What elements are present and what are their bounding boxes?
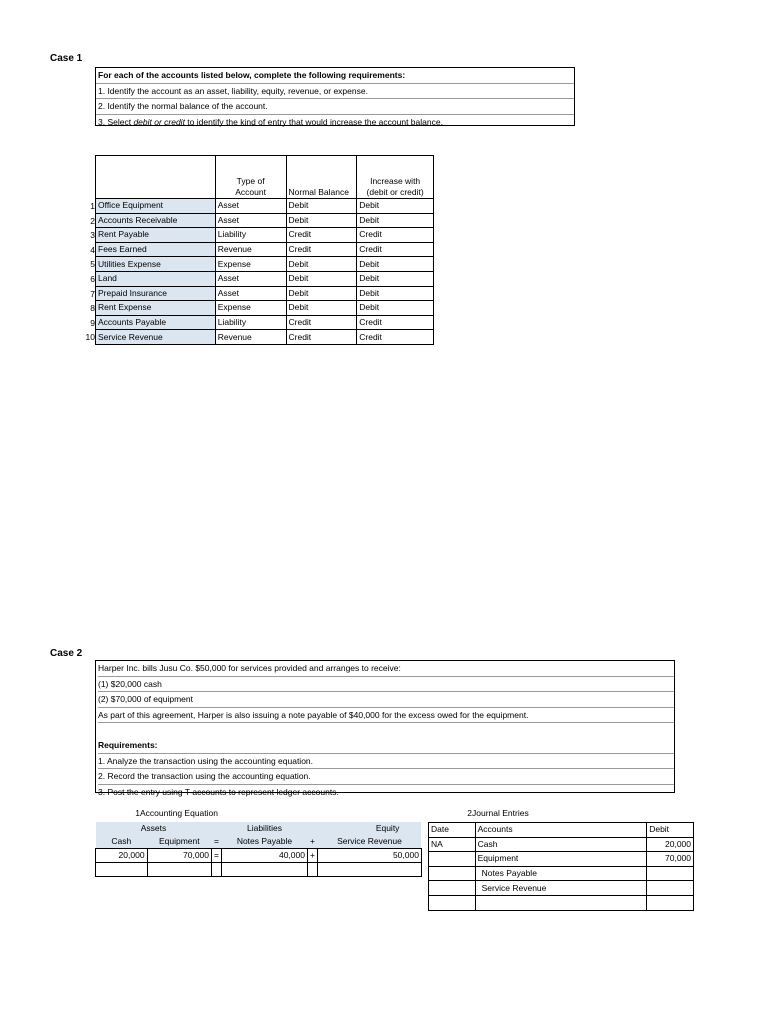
case1-instructions-box xyxy=(95,67,575,126)
row-number: 6 xyxy=(90,274,95,284)
normal-balance-cell: Debit xyxy=(286,199,357,214)
journal-date-cell xyxy=(429,895,476,910)
date-header: Date xyxy=(429,823,476,838)
table-row xyxy=(96,301,434,316)
account-type-cell: Revenue xyxy=(215,242,286,257)
account-type-cell: Asset xyxy=(215,271,286,286)
normal-balance-cell: Credit xyxy=(286,330,357,345)
empty-cell xyxy=(221,863,307,877)
journal-debit-cell: 70,000 xyxy=(647,852,694,867)
empty-cell xyxy=(147,863,211,877)
table-row xyxy=(96,286,434,301)
accounts-table xyxy=(95,155,434,345)
row-number: 8 xyxy=(90,303,95,314)
table-row xyxy=(96,315,434,330)
cash-header: Cash xyxy=(96,835,148,849)
case2-scenario-box xyxy=(95,660,675,797)
header-normal-balance: Normal Balance xyxy=(286,156,357,199)
account-type-cell: Liability xyxy=(215,228,286,243)
increase-with-cell: Credit xyxy=(357,315,434,330)
journal-account-cell xyxy=(475,895,647,910)
journal-date-cell xyxy=(429,852,476,867)
account-type-cell: Asset xyxy=(215,199,286,214)
journal-debit-cell xyxy=(647,866,694,881)
empty-cell xyxy=(212,863,222,877)
table-row xyxy=(96,242,434,257)
scenario-line-2: (1) $20,000 cash xyxy=(98,677,674,693)
journal-entries-table xyxy=(428,822,694,911)
notes-payable-value: 40,000 xyxy=(221,849,307,863)
equals-sign: = xyxy=(212,835,222,849)
increase-with-cell: Credit xyxy=(357,228,434,243)
row-number: 4 xyxy=(90,244,95,255)
account-type-cell: Expense xyxy=(215,257,286,272)
journal-row xyxy=(429,881,694,896)
account-type-cell: Asset xyxy=(215,286,286,301)
equipment-value: 70,000 xyxy=(147,849,211,863)
case1-instructions-heading: For each of the accounts listed below, complete the following requirements: xyxy=(96,68,574,84)
empty-cell xyxy=(307,863,317,877)
cash-value: 20,000 xyxy=(96,849,148,863)
account-type-cell: Asset xyxy=(215,213,286,228)
equals-sign-cell: = xyxy=(212,849,222,863)
account-name-cell: Utilities Expense xyxy=(96,257,216,272)
journal-row xyxy=(429,837,694,852)
journal-date-cell xyxy=(429,866,476,881)
increase-with-cell: Credit xyxy=(357,242,434,257)
case1-label: Case 1 xyxy=(50,53,83,64)
journal-row xyxy=(429,866,694,881)
accounts-header: Accounts xyxy=(475,823,647,838)
journal-date-cell xyxy=(429,881,476,896)
journal-account-cell: Notes Payable xyxy=(475,866,647,881)
accounting-equation-table xyxy=(95,822,422,877)
row-number: 9 xyxy=(90,317,95,328)
journal-account-cell: Equipment xyxy=(475,852,647,867)
normal-balance-cell: Credit xyxy=(286,228,357,243)
increase-with-cell: Debit xyxy=(357,213,434,228)
empty-cell xyxy=(96,863,148,877)
account-name-cell: Office Equipment xyxy=(96,199,216,214)
increase-with-cell: Debit xyxy=(357,271,434,286)
normal-balance-cell: Debit xyxy=(286,257,357,272)
case2-label: Case 2 xyxy=(50,648,83,659)
scenario-line-4: As part of this agreement, Harper is also issuing a note payable of $40,000 for the excess owed for the equipment. xyxy=(98,708,674,724)
liabilities-header: Liabilities xyxy=(221,822,307,835)
scenario-line-3: (2) $70,000 of equipment xyxy=(98,692,674,708)
row-number: 10 xyxy=(85,332,95,343)
account-name-cell: Rent Expense xyxy=(96,301,216,316)
row-number: 2 xyxy=(90,215,95,226)
case1-instruction-1: 1. Identify the account as an asset, liability, equity, revenue, or expense. xyxy=(96,84,574,100)
empty-cell xyxy=(317,863,421,877)
table-row xyxy=(96,330,434,345)
journal-debit-cell xyxy=(647,895,694,910)
normal-balance-cell: Debit xyxy=(286,213,357,228)
table-row xyxy=(96,257,434,272)
plus-sign-cell: + xyxy=(307,849,317,863)
increase-with-cell: Debit xyxy=(357,199,434,214)
assets-header: Assets xyxy=(96,822,212,835)
requirements-heading: Requirements: xyxy=(98,738,674,754)
journal-date-cell: NA xyxy=(429,837,476,852)
scenario-line-1: Harper Inc. bills Jusu Co. $50,000 for services provided and arranges to receive: xyxy=(98,661,674,677)
table-row xyxy=(96,228,434,243)
service-revenue-header: Service Revenue xyxy=(317,835,421,849)
account-name-cell: Land xyxy=(96,271,216,286)
account-name-cell: Service Revenue xyxy=(96,330,216,345)
account-name-cell: Prepaid Insurance xyxy=(96,286,216,301)
account-name-cell: Rent Payable xyxy=(96,228,216,243)
account-name-cell: Accounts Receivable xyxy=(96,213,216,228)
requirement-2: 2. Record the transaction using the accounting equation. xyxy=(98,769,674,785)
increase-with-cell: Debit xyxy=(357,286,434,301)
journal-row xyxy=(429,895,694,910)
account-type-cell: Expense xyxy=(215,301,286,316)
requirement-3: 3. Post the entry using T-accounts to represent ledger accounts. xyxy=(98,786,339,797)
increase-with-cell: Credit xyxy=(357,330,434,345)
requirement-1: 1. Analyze the transaction using the accounting equation. xyxy=(98,754,674,770)
account-type-cell: Revenue xyxy=(215,330,286,345)
notes-payable-header: Notes Payable xyxy=(221,835,307,849)
debit-header: Debit xyxy=(647,823,694,838)
service-revenue-value: 50,000 xyxy=(317,849,421,863)
normal-balance-cell: Debit xyxy=(286,301,357,316)
journal-row xyxy=(429,852,694,867)
plus-sign: + xyxy=(307,835,317,849)
table-row xyxy=(96,199,434,214)
increase-with-cell: Debit xyxy=(357,301,434,316)
equipment-header: Equipment xyxy=(147,835,211,849)
journal-debit-cell xyxy=(647,881,694,896)
increase-with-cell: Debit xyxy=(357,257,434,272)
case1-instruction-3: 3. Select debit or credit to identify the kind of entry that would increase the account balance. xyxy=(98,116,443,127)
journal-title: 2Journal Entries xyxy=(467,808,529,818)
journal-debit-cell: 20,000 xyxy=(647,837,694,852)
table-row xyxy=(96,213,434,228)
case1-instruction-2: 2. Identify the normal balance of the account. xyxy=(96,99,574,115)
table-row xyxy=(96,271,434,286)
normal-balance-cell: Credit xyxy=(286,242,357,257)
header-account xyxy=(96,156,216,199)
journal-account-cell: Service Revenue xyxy=(475,881,647,896)
account-name-cell: Accounts Payable xyxy=(96,315,216,330)
normal-balance-cell: Debit xyxy=(286,271,357,286)
row-number: 1 xyxy=(90,201,95,211)
row-number: 5 xyxy=(90,259,95,270)
normal-balance-cell: Debit xyxy=(286,286,357,301)
equation-title: 1Accounting Equation xyxy=(135,808,218,818)
account-name-cell: Fees Earned xyxy=(96,242,216,257)
account-type-cell: Liability xyxy=(215,315,286,330)
equity-header: Equity xyxy=(317,822,421,835)
header-type: Type of Account xyxy=(215,156,286,199)
row-number: 7 xyxy=(90,288,95,299)
row-number: 3 xyxy=(90,230,95,241)
normal-balance-cell: Credit xyxy=(286,315,357,330)
header-increase-with: Increase with (debit or credit) xyxy=(357,156,434,199)
scenario-spacer xyxy=(98,723,674,738)
journal-account-cell: Cash xyxy=(475,837,647,852)
